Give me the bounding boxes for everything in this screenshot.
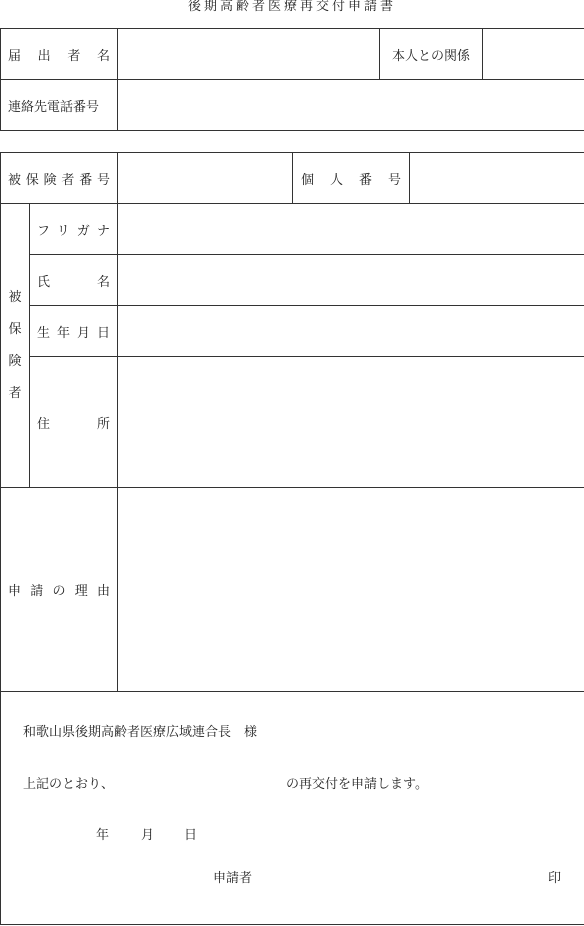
applicant-label: 申請者 <box>213 871 253 886</box>
notifier-name-field[interactable] <box>118 29 380 80</box>
document-type-field[interactable] <box>120 768 280 790</box>
insured-table <box>0 152 584 925</box>
month-label: 月 <box>141 828 155 843</box>
phone-field[interactable] <box>118 80 584 131</box>
day-label: 日 <box>184 828 198 843</box>
insured-char-4: 者 <box>8 385 22 401</box>
year-label: 年 <box>96 828 110 843</box>
statement-suffix: の再交付を申請します。 <box>286 777 428 792</box>
reason-field[interactable] <box>118 488 584 692</box>
furigana-label: フリガナ <box>30 204 118 255</box>
address-label: 住所 <box>30 357 118 488</box>
reason-label: 申請の理由 <box>1 488 118 692</box>
addressee-text: 和歌山県後期高齢者医療広域連合長 様 <box>23 725 258 740</box>
personal-number-label: 個人番号 <box>293 153 410 204</box>
insured-number-field[interactable] <box>118 153 293 204</box>
notifier-table <box>0 28 584 131</box>
name-field[interactable] <box>118 255 584 306</box>
applicant-field[interactable] <box>262 862 538 884</box>
document-title: 後期高齢者医療再交付申請書 <box>187 0 396 14</box>
relation-field[interactable] <box>483 29 584 80</box>
insured-char-1: 被 <box>8 289 22 305</box>
name-label: 氏名 <box>30 255 118 306</box>
statement-prefix: 上記のとおり、 <box>23 777 115 792</box>
insured-vertical-label <box>1 204 30 488</box>
seal-mark: 印 <box>548 871 562 886</box>
furigana-field[interactable] <box>118 204 584 255</box>
birthdate-label: 生年月日 <box>30 306 118 357</box>
insured-number-label: 被保険者番号 <box>1 153 118 204</box>
month-field[interactable] <box>112 822 140 842</box>
relation-label: 本人との関係 <box>380 29 483 80</box>
address-field[interactable] <box>118 357 584 488</box>
day-field[interactable] <box>157 822 183 842</box>
insured-char-2: 保 <box>8 321 22 337</box>
personal-number-field[interactable] <box>410 153 584 204</box>
phone-label: 連絡先電話番号 <box>1 80 118 131</box>
insured-char-3: 険 <box>8 353 22 369</box>
year-field[interactable] <box>52 822 94 842</box>
notifier-name-label: 届出者名 <box>1 29 118 80</box>
birthdate-field[interactable] <box>118 306 584 357</box>
